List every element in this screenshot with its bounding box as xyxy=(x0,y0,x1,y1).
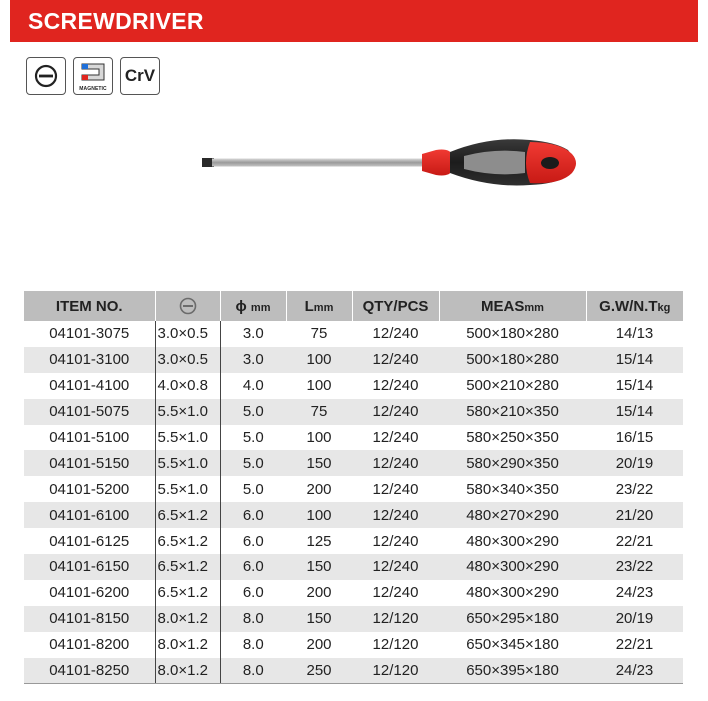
cell-qty: 12/240 xyxy=(372,377,419,395)
cell-qty: 12/240 xyxy=(352,450,439,476)
cell-item: 04101-8250 xyxy=(24,658,155,684)
cell-item: 04101-6100 xyxy=(24,502,155,528)
cell-meas: 650×395×180 xyxy=(439,658,586,684)
cell-len: 100 xyxy=(286,347,352,373)
table-row xyxy=(24,321,683,347)
cell-item: 04101-3100 xyxy=(24,347,155,373)
cell-item: 04101-3075 xyxy=(49,325,130,343)
cell-meas: 500×180×280 xyxy=(466,325,559,343)
cell-dia: 3.0 xyxy=(220,347,286,373)
table-row xyxy=(24,606,683,632)
cell-item: 04101-6125 xyxy=(49,532,130,550)
slotted-tip-icon xyxy=(179,297,197,315)
cell-weight: 22/21 xyxy=(615,532,654,550)
cell-item: 04101-6150 xyxy=(24,554,155,580)
cell-spec: 6.5×1.2 xyxy=(155,554,220,580)
header-length: Lmm xyxy=(286,291,352,321)
cell-spec: 3.0×0.5 xyxy=(155,321,220,347)
cell-weight: 22/21 xyxy=(615,636,654,654)
table-row xyxy=(24,554,683,580)
cell-spec: 8.0×1.2 xyxy=(155,606,220,632)
table-row xyxy=(24,580,683,606)
cell-meas: 580×340×350 xyxy=(466,480,559,498)
cell-qty: 12/240 xyxy=(352,347,439,373)
cell-meas: 580×210×350 xyxy=(439,399,586,425)
header-diameter: ϕ mm xyxy=(220,291,286,321)
cell-len: 75 xyxy=(286,399,352,425)
screwdriver-image xyxy=(200,130,580,205)
cell-dia: 8.0 xyxy=(220,606,286,632)
cell-qty: 12/240 xyxy=(372,325,419,343)
table-header-row xyxy=(24,291,683,321)
crv-label: CrV xyxy=(124,66,156,85)
cell-dia: 3.0 xyxy=(242,325,264,343)
cell-meas: 650×295×180 xyxy=(439,606,586,632)
cell-spec: 6.5×1.2 xyxy=(155,502,220,528)
cell-dia: 8.0 xyxy=(220,658,286,684)
cell-qty: 12/240 xyxy=(352,554,439,580)
magnetic-label: MAGNETIC xyxy=(79,86,107,92)
table-row xyxy=(24,632,683,658)
cell-weight: 23/22 xyxy=(615,480,654,498)
cell-qty: 12/120 xyxy=(352,606,439,632)
cell-item: 04101-5200 xyxy=(49,480,130,498)
magnetic-icon xyxy=(73,57,113,95)
cell-spec: 6.5×1.2 xyxy=(155,580,220,606)
cell-meas: 480×270×290 xyxy=(439,502,586,528)
cell-spec: 6.5×1.2 xyxy=(155,528,220,554)
cell-len: 150 xyxy=(286,554,352,580)
table-row xyxy=(24,502,683,528)
cell-weight: 16/15 xyxy=(615,429,654,446)
cell-meas: 650×345×180 xyxy=(466,636,559,654)
cell-item: 04101-8200 xyxy=(49,636,130,654)
cell-qty: 12/240 xyxy=(372,429,419,446)
cell-meas: 500×210×280 xyxy=(466,377,559,395)
cell-len: 100 xyxy=(306,377,332,395)
crv-icon xyxy=(120,57,160,95)
cell-dia: 5.0 xyxy=(220,450,286,476)
cell-weight: 23/22 xyxy=(586,554,683,580)
cell-len: 75 xyxy=(310,325,328,343)
header-qty: QTY/PCS xyxy=(352,291,439,321)
cell-dia: 5.0 xyxy=(220,399,286,425)
cell-len: 200 xyxy=(306,584,332,602)
cell-weight: 24/23 xyxy=(586,658,683,684)
cell-weight: 15/14 xyxy=(586,399,683,425)
header-tip-spec xyxy=(155,291,220,321)
cell-weight: 21/20 xyxy=(586,502,683,528)
table-row xyxy=(24,425,683,451)
table-row xyxy=(24,658,683,684)
cell-dia: 6.0 xyxy=(220,554,286,580)
cell-item: 04101-6200 xyxy=(49,584,130,602)
header-weight: G.W/N.Tkg xyxy=(586,291,683,321)
cell-qty: 12/240 xyxy=(352,502,439,528)
cell-len: 150 xyxy=(286,450,352,476)
cell-meas: 480×300×290 xyxy=(466,532,559,550)
cell-meas: 580×290×350 xyxy=(439,450,586,476)
cell-spec: 5.5×1.0 xyxy=(155,476,220,502)
header-item-no: ITEM NO. xyxy=(24,291,155,321)
cell-item: 04101-5150 xyxy=(24,450,155,476)
cell-spec: 3.0×0.5 xyxy=(155,347,220,373)
table-row xyxy=(24,347,683,373)
cell-meas: 480×300×290 xyxy=(439,554,586,580)
cell-dia: 5.0 xyxy=(242,429,264,446)
cell-dia: 6.0 xyxy=(242,532,264,550)
cell-dia: 4.0 xyxy=(242,377,264,395)
cell-weight: 14/13 xyxy=(615,325,654,343)
cell-len: 100 xyxy=(306,429,332,446)
cell-item: 04101-4100 xyxy=(49,377,130,395)
cell-weight: 20/19 xyxy=(586,606,683,632)
page-title: SCREWDRIVER xyxy=(28,7,204,34)
cell-qty: 12/120 xyxy=(372,636,419,654)
table-row xyxy=(24,373,683,399)
cell-weight: 15/14 xyxy=(615,377,654,395)
cell-qty: 12/120 xyxy=(352,658,439,684)
cell-weight: 24/23 xyxy=(615,584,654,602)
feature-icons xyxy=(26,57,160,95)
cell-spec: 5.5×1.0 xyxy=(155,399,220,425)
table-row xyxy=(24,476,683,502)
cell-len: 200 xyxy=(306,480,332,498)
cell-len: 100 xyxy=(286,502,352,528)
cell-qty: 12/240 xyxy=(352,399,439,425)
cell-len: 200 xyxy=(306,636,332,654)
slotted-tip-icon xyxy=(26,57,66,95)
cell-spec: 5.5×1.0 xyxy=(155,425,220,451)
cell-dia: 6.0 xyxy=(242,584,264,602)
cell-item: 04101-5100 xyxy=(49,429,130,446)
cell-dia: 8.0 xyxy=(242,636,264,654)
cell-len: 150 xyxy=(286,606,352,632)
cell-spec: 4.0×0.8 xyxy=(155,373,220,399)
cell-qty: 12/240 xyxy=(372,480,419,498)
cell-spec: 5.5×1.0 xyxy=(155,450,220,476)
cell-spec: 8.0×1.2 xyxy=(155,632,220,658)
cell-weight: 15/14 xyxy=(586,347,683,373)
cell-qty: 12/240 xyxy=(372,532,419,550)
cell-meas: 500×180×280 xyxy=(439,347,586,373)
cell-meas: 580×250×350 xyxy=(466,429,559,446)
cell-qty: 12/240 xyxy=(372,584,419,602)
table-row xyxy=(24,450,683,476)
cell-dia: 6.0 xyxy=(220,502,286,528)
header-meas: MEASmm xyxy=(439,291,586,321)
table-row xyxy=(24,528,683,554)
cell-item: 04101-8150 xyxy=(24,606,155,632)
table-row xyxy=(24,399,683,425)
cell-len: 250 xyxy=(286,658,352,684)
cell-len: 125 xyxy=(306,532,332,550)
cell-dia: 5.0 xyxy=(242,480,264,498)
title-bar xyxy=(10,0,698,42)
cell-meas: 480×300×290 xyxy=(466,584,559,602)
spec-table xyxy=(24,291,683,684)
cell-spec: 8.0×1.2 xyxy=(155,658,220,684)
cell-weight: 20/19 xyxy=(586,450,683,476)
cell-item: 04101-5075 xyxy=(24,399,155,425)
